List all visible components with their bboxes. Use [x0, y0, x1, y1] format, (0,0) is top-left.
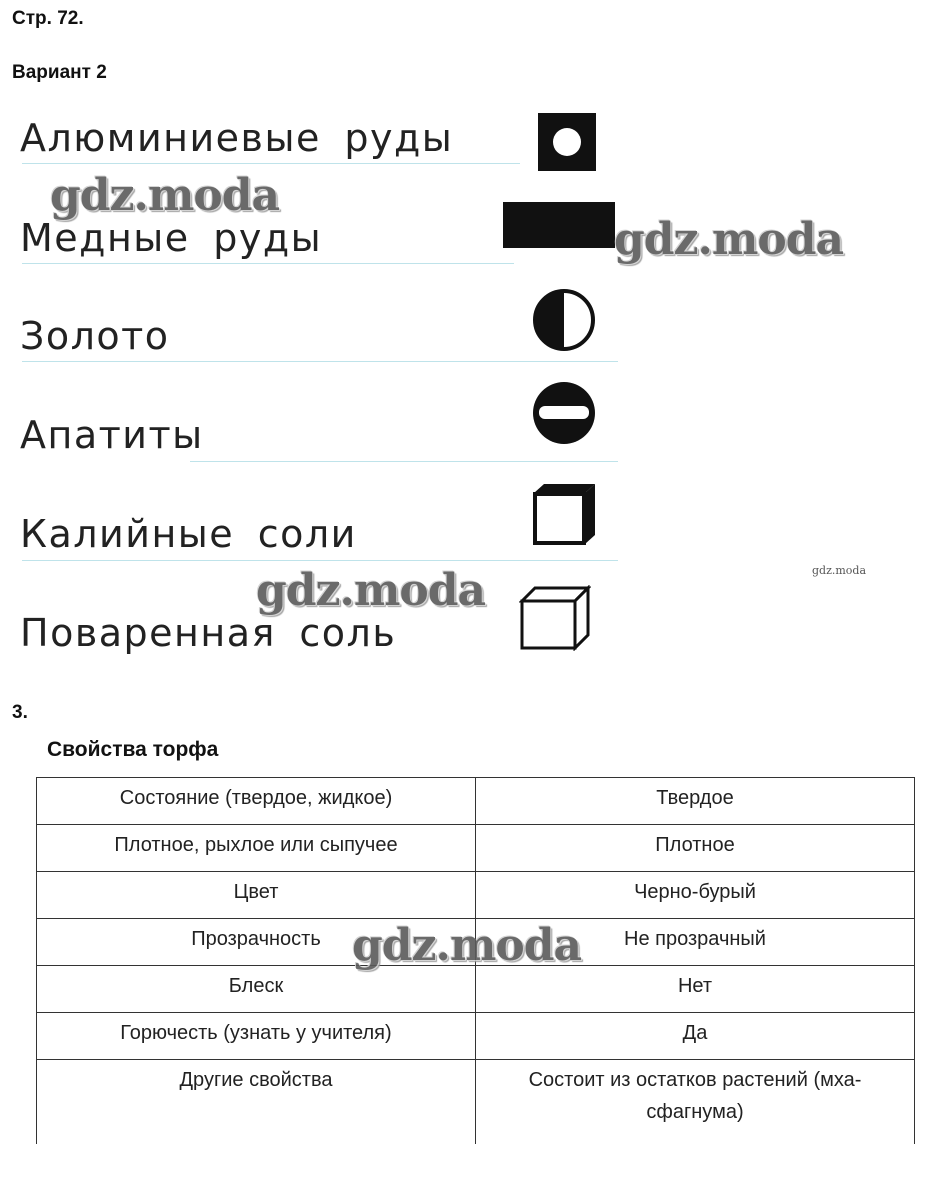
page-number: Стр. 72.: [12, 8, 84, 29]
mineral-label-rock-salt: Поваренная соль: [20, 611, 397, 655]
mineral-label-copper: Медные руды: [20, 216, 323, 260]
table-row: [37, 825, 915, 872]
property-cell: Состояние (твердое, жидкое): [37, 778, 476, 825]
underline-potash: [22, 560, 618, 561]
table-row: [37, 872, 915, 919]
underline-aluminum: [22, 163, 520, 164]
watermark-small: gdz.moda: [812, 564, 867, 577]
value-cell: Не прозрачный: [476, 919, 915, 966]
underline-apatite: [190, 461, 618, 462]
value-cell: Твердое: [476, 778, 915, 825]
property-cell: Горючесть (узнать у учителя): [37, 1013, 476, 1060]
property-cell: Другие свойства: [37, 1060, 476, 1145]
black-rectangle-icon: [503, 202, 615, 248]
cube-dark-faces-icon: [531, 481, 597, 547]
underline-copper: [22, 263, 514, 264]
square-with-white-circle-icon: [538, 113, 596, 171]
half-filled-circle-icon: [532, 288, 596, 352]
table-row: [37, 966, 915, 1013]
table-row: [37, 1013, 915, 1060]
property-cell: Цвет: [37, 872, 476, 919]
task-number: 3.: [12, 702, 28, 723]
property-cell: Прозрачность: [37, 919, 476, 966]
value-cell: Да: [476, 1013, 915, 1060]
table-row: [37, 1060, 915, 1145]
property-cell: Блеск: [37, 966, 476, 1013]
watermark: gdz.moda: [614, 214, 844, 265]
mineral-label-aluminum: Алюминиевые руды: [20, 116, 454, 160]
mineral-label-apatite: Апатиты: [20, 413, 204, 457]
watermark: gdz.moda: [256, 565, 486, 616]
table-row: [37, 778, 915, 825]
variant-heading: Вариант 2: [12, 62, 107, 83]
value-cell: Состоит из остатков растений (мха-сфагнума): [476, 1060, 915, 1145]
underline-gold: [22, 361, 618, 362]
table-title: Свойства торфа: [47, 738, 219, 761]
value-cell: Нет: [476, 966, 915, 1013]
property-cell: Плотное, рыхлое или сыпучее: [37, 825, 476, 872]
cube-outline-icon: [519, 585, 591, 651]
watermark: gdz.moda: [352, 920, 582, 971]
watermark: gdz.moda: [50, 170, 280, 221]
circle-with-white-bar-icon: [532, 381, 596, 445]
mineral-label-gold: Золото: [20, 314, 170, 358]
mineral-label-potash: Калийные соли: [20, 512, 357, 556]
value-cell: Черно-бурый: [476, 872, 915, 919]
value-cell: Плотное: [476, 825, 915, 872]
